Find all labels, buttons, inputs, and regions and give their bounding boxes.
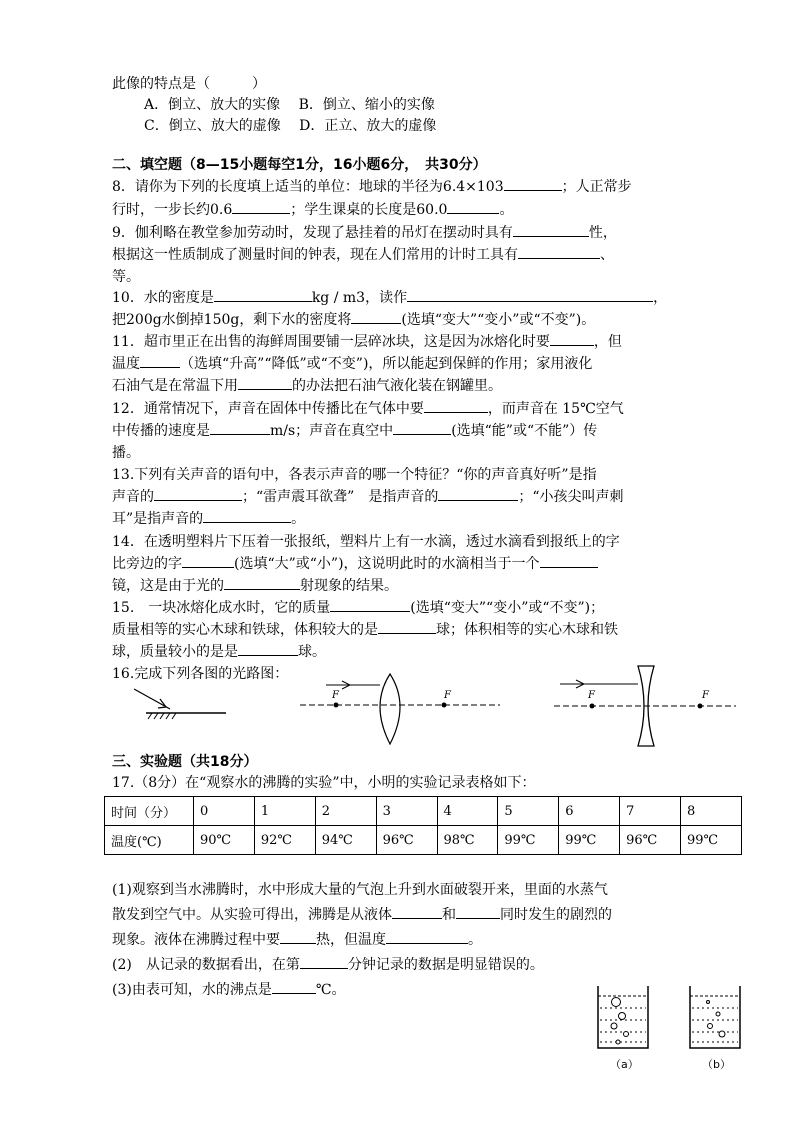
q15-text: 球。 — [298, 644, 326, 660]
q17-p2 — [112, 953, 544, 977]
q11-text: （选填“升高”“降低”或“不变”)，所以能起到保鲜的作用；家用液化 — [180, 356, 593, 372]
focus-label: F — [702, 690, 709, 701]
q15-text: 15. 一块冰熔化成水时，它的质量 — [112, 600, 331, 616]
q7-option-c: C．倒立、放大的虚像 — [144, 118, 281, 134]
q14-line2 — [112, 552, 598, 576]
q8-text: 。 — [499, 202, 514, 218]
q17-text: 散发到空气中。从实验可得出，沸腾是从液体 — [112, 907, 392, 923]
table-row-label: 时间（分） — [105, 797, 194, 826]
table-cell: 2 — [315, 797, 376, 826]
q17-text: 热，但温度 — [316, 932, 386, 948]
q12-text: m/s；声音在真空中 — [270, 423, 394, 439]
focus-point-right — [698, 704, 703, 709]
blank[interactable] — [272, 979, 316, 994]
blank[interactable] — [424, 398, 488, 413]
blank[interactable] — [351, 309, 401, 324]
blank[interactable] — [447, 199, 499, 214]
blank[interactable] — [210, 420, 270, 435]
blank[interactable] — [154, 486, 242, 501]
q13-text: ；“小孩尖叫声刺 — [518, 489, 624, 505]
section3-title: 三、实验题（共18分） — [112, 754, 258, 770]
q12-text: 中传播的速度是 — [112, 423, 210, 439]
q17-text: 现象。液体在沸腾过程中要 — [112, 932, 280, 948]
q13-line3 — [112, 507, 305, 531]
q17-text: 。 — [468, 932, 482, 948]
blank[interactable] — [300, 954, 348, 969]
q11-line3 — [112, 374, 502, 398]
q15-text: 质量相等的实心木球和铁球，体积较大的是 — [112, 622, 378, 638]
table-cell: 96℃ — [376, 826, 437, 855]
focus-label: F — [444, 690, 451, 701]
q17-stem: 17.（8分）在“观察水的沸腾的实验”中，小明的实验记录表格如下： — [112, 775, 536, 791]
blank[interactable] — [504, 176, 562, 191]
focus-point-left — [334, 703, 339, 708]
table-row-temperature — [105, 826, 742, 855]
q13-text: 耳”是指声音的 — [112, 511, 204, 527]
blank[interactable] — [550, 331, 594, 346]
q12-text: ，而声音在 15℃空气 — [487, 401, 624, 417]
table-cell: 7 — [620, 797, 681, 826]
q8-line1 — [112, 175, 632, 199]
q11-line2 — [112, 352, 592, 376]
q10-line2 — [112, 308, 595, 332]
blank[interactable] — [540, 553, 598, 568]
q16-stem: 16.完成下列各图的光路图： — [112, 666, 289, 682]
q12-line2 — [112, 419, 597, 443]
q14-line1: 14．在透明塑料片下压着一张报纸，塑料片上有一水滴，透过水滴看到报纸上的字 — [112, 534, 620, 550]
q7-option-b: B．倒立、缩小的实像 — [298, 97, 435, 113]
q10-line1 — [112, 286, 667, 310]
focus-point-right — [442, 703, 447, 708]
q15-text: (选填“变大”“变小”或“不变”)； — [410, 600, 605, 616]
q14-line3 — [112, 574, 398, 598]
q11-text: 石油气是在常温下用 — [112, 378, 238, 394]
q9-line1 — [112, 221, 617, 245]
q9-text: 根据这一性质制成了测量时间的钟表，现在人们常用的计时工具有 — [112, 247, 518, 263]
beaker-b — [690, 986, 740, 1048]
blank[interactable] — [214, 287, 312, 302]
q7-option-d: D．正立、放大的虚像 — [299, 118, 437, 134]
figure-label-a: （a） — [610, 1058, 639, 1071]
q7-options-cd — [144, 114, 436, 138]
blank[interactable] — [140, 353, 180, 368]
table-cell: 6 — [559, 797, 620, 826]
q15-line2 — [112, 618, 618, 642]
blank[interactable] — [238, 641, 298, 656]
q9-line2 — [112, 243, 614, 267]
q12-text: 12．通常情况下，声音在固体中传播比在气体中要 — [112, 401, 424, 417]
table-cell: 3 — [376, 797, 437, 826]
blank[interactable] — [238, 375, 292, 390]
q11-line1 — [112, 330, 622, 354]
q8-text: ；人正常步 — [561, 179, 632, 195]
blank[interactable] — [378, 619, 436, 634]
blank[interactable] — [392, 904, 442, 919]
q9-text: 9．伽利略在教堂参加劳动时，发现了悬挂着的吊灯在摆动时具有 — [112, 225, 513, 241]
blank[interactable] — [280, 929, 316, 944]
blank[interactable] — [330, 597, 410, 612]
q10-text: kg / m3，读作 — [311, 290, 408, 306]
q8-text: 行时，一步长约0.6 — [112, 202, 233, 218]
q11-text: ，但 — [593, 334, 622, 350]
q14-text: 镜，这是由于光的 — [112, 578, 224, 594]
focus-point-left — [590, 704, 595, 709]
table-cell: 90℃ — [194, 826, 255, 855]
blank[interactable] — [386, 929, 468, 944]
table-cell: 8 — [681, 797, 742, 826]
convex-lens — [380, 674, 400, 744]
q10-text: 10．水的密度是 — [112, 290, 214, 306]
q10-text: (选填“变大”“变小”或“不变”)。 — [401, 312, 596, 328]
boiling-data-table — [104, 796, 742, 855]
q12-text: (选填“能”或“不能”）传 — [451, 423, 598, 439]
table-cell: 96℃ — [620, 826, 681, 855]
q12-line3: 播。 — [112, 445, 140, 461]
q17-text: (2) 从记录的数据看出，在第 — [112, 957, 300, 973]
q17-text: 同时发生的剧烈的 — [500, 907, 612, 923]
mirror-hatching — [148, 713, 176, 719]
q17-text: (3)由表可知，水的沸点是 — [112, 982, 272, 998]
q8-text: ；学生课桌的长度是60.0 — [290, 202, 448, 218]
table-row-label: 温度(℃) — [105, 826, 194, 855]
blank[interactable] — [513, 222, 589, 237]
q13-line1: 13.下列有关声音的语句中，各表示声音的哪一个特征？“你的声音真好听”是指 — [112, 467, 597, 483]
q17-p1-line3 — [112, 928, 482, 952]
q14-text: 比旁边的字 — [112, 556, 182, 572]
blank[interactable] — [232, 199, 290, 214]
q15-text: 球；体积相等的实心木球和铁 — [436, 622, 618, 638]
q14-text: 射现象的结果。 — [300, 578, 398, 594]
q17-text: 分钟记录的数据是明显错误的。 — [347, 957, 544, 973]
q7-stem: 此像的特点是（ ） — [112, 76, 266, 92]
q9-line3: 等。 — [112, 269, 140, 285]
q17-p1-line1: (1)观察到当水沸腾时，水中形成大量的气泡上升到水面破裂开来，里面的水蒸气 — [112, 882, 608, 898]
q13-text: 。 — [291, 511, 306, 527]
q17-p3 — [112, 978, 346, 1002]
convex-lens-figure — [298, 672, 502, 746]
q17-text: 和 — [442, 907, 456, 923]
focus-label: F — [588, 690, 595, 701]
q10-text: ， — [653, 290, 668, 306]
q11-text: 11．超市里正在出售的海鲜周围要铺一层碎冰块，这是因为冰熔化时要 — [112, 334, 550, 350]
q9-text: 、 — [600, 247, 614, 263]
section2-title: 二、填空题（8—15小题每空1分，16小题6分， 共30分） — [112, 157, 487, 173]
q17-p1-line2 — [112, 903, 612, 927]
q15-line3 — [112, 640, 326, 664]
table-row-time — [105, 797, 742, 826]
q11-text: 温度 — [112, 356, 140, 372]
table-cell: 0 — [194, 797, 255, 826]
blank[interactable] — [393, 420, 451, 435]
beaker-a — [598, 986, 648, 1048]
table-cell: 98℃ — [437, 826, 498, 855]
blank[interactable] — [438, 486, 518, 501]
mirror-figure — [128, 683, 228, 723]
q15-text: 球，质量较小的是是 — [112, 644, 238, 660]
blank[interactable] — [203, 508, 291, 523]
blank[interactable] — [456, 904, 500, 919]
q12-line1 — [112, 397, 624, 421]
table-cell: 1 — [254, 797, 315, 826]
q17-text: ℃。 — [315, 982, 346, 998]
blank[interactable] — [518, 244, 600, 259]
boiling-beakers-figure — [592, 982, 752, 1074]
table-cell: 4 — [437, 797, 498, 826]
q14-text: (选填“大”或“小”)，这说明此时的水滴相当于一个 — [234, 556, 540, 572]
q8-line2 — [112, 198, 513, 222]
q7-option-a: A．倒立、放大的实像 — [144, 97, 281, 113]
focus-label: F — [332, 690, 339, 701]
table-cell: 99℃ — [681, 826, 742, 855]
concave-lens-figure — [552, 664, 738, 748]
q13-text: 声音的 — [112, 489, 154, 505]
table-cell: 99℃ — [498, 826, 559, 855]
q10-text: 把200g水倒掉150g，剩下水的密度将 — [112, 312, 352, 328]
q13-line2 — [112, 485, 624, 509]
q9-text: 性， — [588, 225, 617, 241]
table-cell: 99℃ — [559, 826, 620, 855]
blank[interactable] — [224, 575, 300, 590]
q13-text: ；“雷声震耳欲聋” 是指声音的 — [242, 489, 439, 505]
figure-label-b: （b） — [702, 1058, 731, 1071]
q8-text: 8．请你为下列的长度填上适当的单位：地球的半径为6.4×103 — [112, 179, 504, 195]
q15-line1 — [112, 596, 604, 620]
table-cell: 92℃ — [254, 826, 315, 855]
q11-text: 的办法把石油气液化装在钢罐里。 — [292, 378, 502, 394]
blank[interactable] — [407, 287, 653, 302]
table-cell: 94℃ — [315, 826, 376, 855]
table-cell: 5 — [498, 797, 559, 826]
blank[interactable] — [182, 553, 234, 568]
